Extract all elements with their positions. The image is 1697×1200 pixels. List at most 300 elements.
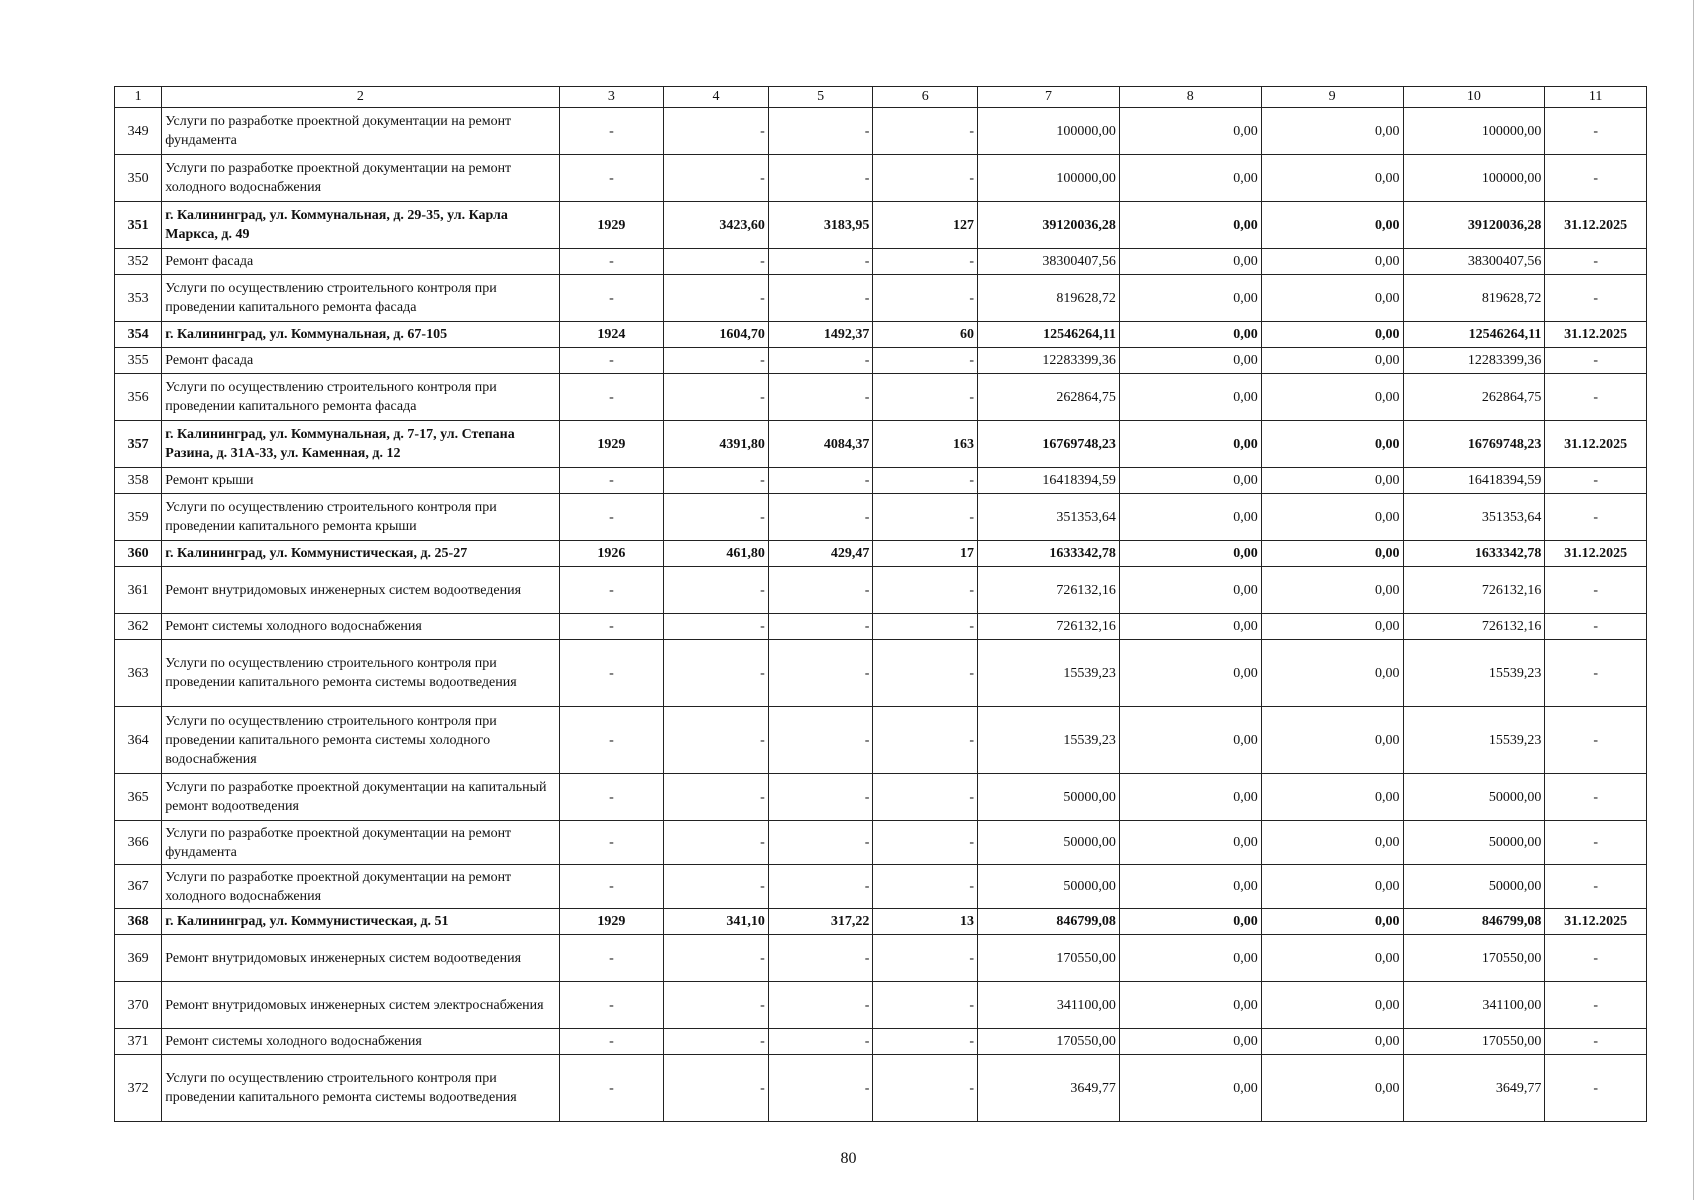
cost-fund-cell: 0,00 (1119, 1029, 1261, 1055)
row-number-cell: 367 (115, 865, 162, 909)
cost-budget-cell: 0,00 (1261, 1055, 1403, 1122)
year-cell: - (559, 249, 664, 275)
cost-fund-cell: 0,00 (1119, 707, 1261, 774)
cost-owners-cell: 341100,00 (1403, 982, 1545, 1029)
year-cell: 1929 (559, 909, 664, 935)
work-description-cell: г. Калининград, ул. Коммунистическая, д. 25-27 (162, 541, 559, 567)
area-total-cell: - (664, 1055, 769, 1122)
cost-owners-cell: 50000,00 (1403, 821, 1545, 865)
row-number-cell: 357 (115, 421, 162, 468)
row-number-cell: 369 (115, 935, 162, 982)
residents-cell: - (873, 249, 978, 275)
deadline-cell: - (1545, 249, 1647, 275)
area-total-cell: - (664, 108, 769, 155)
work-description-cell: Ремонт внутридомовых инженерных систем водоотведения (162, 935, 559, 982)
work-description-cell: Ремонт фасада (162, 249, 559, 275)
work-description-cell: Услуги по осуществлению строительного контроля при проведении капитального ремонта фасада (162, 275, 559, 322)
residents-cell: 163 (873, 421, 978, 468)
year-cell: 1924 (559, 322, 664, 348)
work-description-cell: Ремонт внутридомовых инженерных систем водоотведения (162, 567, 559, 614)
residents-cell: - (873, 468, 978, 494)
deadline-cell: - (1545, 494, 1647, 541)
address-row (115, 202, 1647, 249)
year-cell: - (559, 468, 664, 494)
column-header: 9 (1261, 87, 1403, 108)
address-row (115, 541, 1647, 567)
work-item-row (115, 249, 1647, 275)
area-total-cell: - (664, 155, 769, 202)
residents-cell: 60 (873, 322, 978, 348)
area-total-cell: 4391,80 (664, 421, 769, 468)
work-description-cell: Ремонт системы холодного водоснабжения (162, 1029, 559, 1055)
cost-fund-cell: 0,00 (1119, 421, 1261, 468)
area-living-cell: - (768, 935, 873, 982)
column-header: 8 (1119, 87, 1261, 108)
row-number-cell: 362 (115, 614, 162, 640)
cost-owners-cell: 16769748,23 (1403, 421, 1545, 468)
area-living-cell: - (768, 155, 873, 202)
residents-cell: - (873, 865, 978, 909)
column-header: 1 (115, 87, 162, 108)
year-cell: 1929 (559, 421, 664, 468)
area-total-cell: - (664, 567, 769, 614)
cost-total-cell: 38300407,56 (978, 249, 1120, 275)
area-living-cell: - (768, 1029, 873, 1055)
row-number-cell: 349 (115, 108, 162, 155)
row-number-cell: 351 (115, 202, 162, 249)
cost-total-cell: 1633342,78 (978, 541, 1120, 567)
area-living-cell: 4084,37 (768, 421, 873, 468)
residents-cell: 127 (873, 202, 978, 249)
residents-cell: - (873, 935, 978, 982)
work-item-row (115, 348, 1647, 374)
work-description-cell: Услуги по осуществлению строительного контроля при проведении капитального ремонта фасада (162, 374, 559, 421)
area-total-cell: - (664, 935, 769, 982)
cost-total-cell: 12283399,36 (978, 348, 1120, 374)
row-number-cell: 371 (115, 1029, 162, 1055)
area-total-cell: 341,10 (664, 909, 769, 935)
cost-budget-cell: 0,00 (1261, 468, 1403, 494)
cost-budget-cell: 0,00 (1261, 707, 1403, 774)
cost-total-cell: 351353,64 (978, 494, 1120, 541)
cost-owners-cell: 39120036,28 (1403, 202, 1545, 249)
deadline-cell: - (1545, 468, 1647, 494)
cost-budget-cell: 0,00 (1261, 374, 1403, 421)
area-living-cell: - (768, 640, 873, 707)
area-total-cell: - (664, 1029, 769, 1055)
column-header: 7 (978, 87, 1120, 108)
area-living-cell: - (768, 982, 873, 1029)
cost-total-cell: 341100,00 (978, 982, 1120, 1029)
cost-budget-cell: 0,00 (1261, 155, 1403, 202)
residents-cell: - (873, 707, 978, 774)
cost-budget-cell: 0,00 (1261, 348, 1403, 374)
cost-budget-cell: 0,00 (1261, 249, 1403, 275)
area-total-cell: 3423,60 (664, 202, 769, 249)
work-description-cell: Услуги по осуществлению строительного контроля при проведении капитального ремонта системы водоотведения (162, 640, 559, 707)
year-cell: - (559, 640, 664, 707)
deadline-cell: - (1545, 982, 1647, 1029)
cost-budget-cell: 0,00 (1261, 774, 1403, 821)
row-number-cell: 366 (115, 821, 162, 865)
deadline-cell: - (1545, 707, 1647, 774)
cost-budget-cell: 0,00 (1261, 541, 1403, 567)
cost-budget-cell: 0,00 (1261, 108, 1403, 155)
cost-fund-cell: 0,00 (1119, 541, 1261, 567)
year-cell: - (559, 108, 664, 155)
cost-budget-cell: 0,00 (1261, 1029, 1403, 1055)
row-number-cell: 350 (115, 155, 162, 202)
work-description-cell: Услуги по осуществлению строительного контроля при проведении капитального ремонта крыши (162, 494, 559, 541)
year-cell: - (559, 155, 664, 202)
cost-fund-cell: 0,00 (1119, 614, 1261, 640)
cost-fund-cell: 0,00 (1119, 982, 1261, 1029)
work-description-cell: г. Калининград, ул. Коммунальная, д. 67-105 (162, 322, 559, 348)
row-number-cell: 370 (115, 982, 162, 1029)
area-total-cell: - (664, 982, 769, 1029)
area-total-cell: - (664, 614, 769, 640)
row-number-cell: 361 (115, 567, 162, 614)
work-item-row (115, 1029, 1647, 1055)
cost-total-cell: 39120036,28 (978, 202, 1120, 249)
cost-total-cell: 170550,00 (978, 935, 1120, 982)
cost-owners-cell: 12546264,11 (1403, 322, 1545, 348)
residents-cell: 13 (873, 909, 978, 935)
area-living-cell: - (768, 707, 873, 774)
deadline-cell: - (1545, 865, 1647, 909)
cost-total-cell: 170550,00 (978, 1029, 1120, 1055)
cost-total-cell: 726132,16 (978, 614, 1120, 640)
deadline-cell: - (1545, 108, 1647, 155)
cost-budget-cell: 0,00 (1261, 614, 1403, 640)
row-number-cell: 356 (115, 374, 162, 421)
area-living-cell: - (768, 374, 873, 421)
year-cell: - (559, 567, 664, 614)
cost-fund-cell: 0,00 (1119, 1055, 1261, 1122)
cost-fund-cell: 0,00 (1119, 909, 1261, 935)
work-description-cell: г. Калининград, ул. Коммунальная, д. 29-35, ул. Карла Маркса, д. 49 (162, 202, 559, 249)
area-living-cell: - (768, 774, 873, 821)
row-number-cell: 365 (115, 774, 162, 821)
column-header: 11 (1545, 87, 1647, 108)
area-living-cell: - (768, 468, 873, 494)
cost-fund-cell: 0,00 (1119, 821, 1261, 865)
work-item-row (115, 614, 1647, 640)
deadline-cell: 31.12.2025 (1545, 909, 1647, 935)
cost-fund-cell: 0,00 (1119, 155, 1261, 202)
area-total-cell: - (664, 707, 769, 774)
cost-owners-cell: 50000,00 (1403, 865, 1545, 909)
cost-total-cell: 50000,00 (978, 865, 1120, 909)
cost-total-cell: 50000,00 (978, 821, 1120, 865)
row-number-cell: 372 (115, 1055, 162, 1122)
area-living-cell: - (768, 275, 873, 322)
cost-fund-cell: 0,00 (1119, 348, 1261, 374)
address-row (115, 322, 1647, 348)
work-item-row (115, 821, 1647, 865)
area-living-cell: 429,47 (768, 541, 873, 567)
year-cell: - (559, 774, 664, 821)
area-living-cell: - (768, 494, 873, 541)
cost-total-cell: 15539,23 (978, 640, 1120, 707)
year-cell: - (559, 374, 664, 421)
row-number-cell: 364 (115, 707, 162, 774)
cost-fund-cell: 0,00 (1119, 275, 1261, 322)
cost-budget-cell: 0,00 (1261, 909, 1403, 935)
deadline-cell: 31.12.2025 (1545, 202, 1647, 249)
year-cell: - (559, 494, 664, 541)
area-total-cell: - (664, 275, 769, 322)
capital-repair-table (114, 86, 1647, 1122)
deadline-cell: - (1545, 567, 1647, 614)
year-cell: - (559, 348, 664, 374)
row-number-cell: 360 (115, 541, 162, 567)
column-number-header-row (115, 87, 1647, 108)
cost-owners-cell: 819628,72 (1403, 275, 1545, 322)
year-cell: 1929 (559, 202, 664, 249)
work-description-cell: Ремонт крыши (162, 468, 559, 494)
residents-cell: - (873, 494, 978, 541)
cost-owners-cell: 262864,75 (1403, 374, 1545, 421)
cost-total-cell: 3649,77 (978, 1055, 1120, 1122)
area-living-cell: - (768, 1055, 873, 1122)
area-living-cell: - (768, 567, 873, 614)
work-description-cell: Услуги по разработке проектной документации на ремонт холодного водоснабжения (162, 865, 559, 909)
deadline-cell: - (1545, 821, 1647, 865)
deadline-cell: - (1545, 275, 1647, 322)
cost-owners-cell: 50000,00 (1403, 774, 1545, 821)
residents-cell: - (873, 1055, 978, 1122)
cost-owners-cell: 100000,00 (1403, 108, 1545, 155)
row-number-cell: 352 (115, 249, 162, 275)
area-total-cell: - (664, 774, 769, 821)
cost-fund-cell: 0,00 (1119, 108, 1261, 155)
row-number-cell: 355 (115, 348, 162, 374)
cost-total-cell: 16769748,23 (978, 421, 1120, 468)
area-total-cell: - (664, 249, 769, 275)
cost-owners-cell: 170550,00 (1403, 935, 1545, 982)
area-total-cell: - (664, 468, 769, 494)
work-description-cell: Услуги по осуществлению строительного контроля при проведении капитального ремонта системы водоотведения (162, 1055, 559, 1122)
cost-owners-cell: 15539,23 (1403, 640, 1545, 707)
cost-owners-cell: 38300407,56 (1403, 249, 1545, 275)
cost-fund-cell: 0,00 (1119, 774, 1261, 821)
year-cell: - (559, 982, 664, 1029)
work-item-row (115, 707, 1647, 774)
residents-cell: - (873, 614, 978, 640)
area-living-cell: 317,22 (768, 909, 873, 935)
cost-fund-cell: 0,00 (1119, 494, 1261, 541)
cost-budget-cell: 0,00 (1261, 494, 1403, 541)
column-header: 6 (873, 87, 978, 108)
work-description-cell: Ремонт системы холодного водоснабжения (162, 614, 559, 640)
cost-total-cell: 262864,75 (978, 374, 1120, 421)
area-total-cell: - (664, 865, 769, 909)
area-living-cell: - (768, 865, 873, 909)
area-total-cell: - (664, 494, 769, 541)
area-total-cell: 461,80 (664, 541, 769, 567)
work-item-row (115, 275, 1647, 322)
year-cell: - (559, 1029, 664, 1055)
work-item-row (115, 865, 1647, 909)
area-total-cell: - (664, 640, 769, 707)
deadline-cell: - (1545, 155, 1647, 202)
cost-owners-cell: 1633342,78 (1403, 541, 1545, 567)
page-number: 80 (840, 1150, 857, 1167)
year-cell: - (559, 707, 664, 774)
cost-total-cell: 50000,00 (978, 774, 1120, 821)
work-description-cell: Ремонт фасада (162, 348, 559, 374)
work-description-cell: г. Калининград, ул. Коммунистическая, д. 51 (162, 909, 559, 935)
cost-total-cell: 726132,16 (978, 567, 1120, 614)
cost-owners-cell: 351353,64 (1403, 494, 1545, 541)
cost-total-cell: 12546264,11 (978, 322, 1120, 348)
work-description-cell: Услуги по разработке проектной документации на капитальный ремонт водоотведения (162, 774, 559, 821)
work-item-row (115, 774, 1647, 821)
page-edge-line (1693, 0, 1694, 1200)
year-cell: - (559, 865, 664, 909)
row-number-cell: 359 (115, 494, 162, 541)
cost-budget-cell: 0,00 (1261, 982, 1403, 1029)
cost-budget-cell: 0,00 (1261, 935, 1403, 982)
year-cell: 1926 (559, 541, 664, 567)
work-description-cell: Услуги по осуществлению строительного контроля при проведении капитального ремонта системы холодного водоснабжения (162, 707, 559, 774)
deadline-cell: - (1545, 614, 1647, 640)
residents-cell: 17 (873, 541, 978, 567)
row-number-cell: 363 (115, 640, 162, 707)
work-item-row (115, 567, 1647, 614)
cost-budget-cell: 0,00 (1261, 322, 1403, 348)
area-living-cell: - (768, 348, 873, 374)
area-living-cell: - (768, 614, 873, 640)
cost-fund-cell: 0,00 (1119, 322, 1261, 348)
work-item-row (115, 374, 1647, 421)
cost-total-cell: 15539,23 (978, 707, 1120, 774)
cost-fund-cell: 0,00 (1119, 468, 1261, 494)
residents-cell: - (873, 774, 978, 821)
residents-cell: - (873, 275, 978, 322)
residents-cell: - (873, 348, 978, 374)
work-item-row (115, 935, 1647, 982)
cost-owners-cell: 100000,00 (1403, 155, 1545, 202)
deadline-cell: - (1545, 1055, 1647, 1122)
cost-budget-cell: 0,00 (1261, 202, 1403, 249)
column-header: 2 (162, 87, 559, 108)
year-cell: - (559, 935, 664, 982)
deadline-cell: - (1545, 348, 1647, 374)
cost-fund-cell: 0,00 (1119, 202, 1261, 249)
work-item-row (115, 468, 1647, 494)
row-number-cell: 358 (115, 468, 162, 494)
cost-fund-cell: 0,00 (1119, 935, 1261, 982)
residents-cell: - (873, 374, 978, 421)
cost-fund-cell: 0,00 (1119, 640, 1261, 707)
residents-cell: - (873, 567, 978, 614)
area-living-cell: - (768, 821, 873, 865)
deadline-cell: 31.12.2025 (1545, 322, 1647, 348)
row-number-cell: 368 (115, 909, 162, 935)
work-item-row (115, 494, 1647, 541)
deadline-cell: - (1545, 935, 1647, 982)
cost-total-cell: 100000,00 (978, 155, 1120, 202)
address-row (115, 421, 1647, 468)
year-cell: - (559, 821, 664, 865)
residents-cell: - (873, 640, 978, 707)
residents-cell: - (873, 1029, 978, 1055)
work-item-row (115, 155, 1647, 202)
cost-owners-cell: 726132,16 (1403, 567, 1545, 614)
area-living-cell: 1492,37 (768, 322, 873, 348)
residents-cell: - (873, 155, 978, 202)
cost-budget-cell: 0,00 (1261, 640, 1403, 707)
work-description-cell: Ремонт внутридомовых инженерных систем электроснабжения (162, 982, 559, 1029)
cost-total-cell: 819628,72 (978, 275, 1120, 322)
residents-cell: - (873, 108, 978, 155)
cost-total-cell: 846799,08 (978, 909, 1120, 935)
cost-owners-cell: 3649,77 (1403, 1055, 1545, 1122)
work-description-cell: Услуги по разработке проектной документации на ремонт фундамента (162, 108, 559, 155)
deadline-cell: - (1545, 1029, 1647, 1055)
cost-budget-cell: 0,00 (1261, 821, 1403, 865)
work-description-cell: Услуги по разработке проектной документации на ремонт холодного водоснабжения (162, 155, 559, 202)
work-description-cell: Услуги по разработке проектной документации на ремонт фундамента (162, 821, 559, 865)
deadline-cell: - (1545, 640, 1647, 707)
cost-budget-cell: 0,00 (1261, 567, 1403, 614)
column-header: 10 (1403, 87, 1545, 108)
work-description-cell: г. Калининград, ул. Коммунальная, д. 7-17, ул. Степана Разина, д. 31А-33, ул. Каменная, д. 12 (162, 421, 559, 468)
area-total-cell: 1604,70 (664, 322, 769, 348)
cost-owners-cell: 15539,23 (1403, 707, 1545, 774)
year-cell: - (559, 275, 664, 322)
cost-budget-cell: 0,00 (1261, 275, 1403, 322)
column-header: 5 (768, 87, 873, 108)
year-cell: - (559, 614, 664, 640)
residents-cell: - (873, 821, 978, 865)
cost-owners-cell: 846799,08 (1403, 909, 1545, 935)
deadline-cell: - (1545, 374, 1647, 421)
deadline-cell: 31.12.2025 (1545, 421, 1647, 468)
work-item-row (115, 640, 1647, 707)
residents-cell: - (873, 982, 978, 1029)
cost-budget-cell: 0,00 (1261, 865, 1403, 909)
cost-owners-cell: 12283399,36 (1403, 348, 1545, 374)
row-number-cell: 353 (115, 275, 162, 322)
cost-total-cell: 100000,00 (978, 108, 1120, 155)
area-living-cell: - (768, 108, 873, 155)
column-header: 3 (559, 87, 664, 108)
year-cell: - (559, 1055, 664, 1122)
cost-fund-cell: 0,00 (1119, 249, 1261, 275)
area-total-cell: - (664, 374, 769, 421)
cost-total-cell: 16418394,59 (978, 468, 1120, 494)
area-living-cell: 3183,95 (768, 202, 873, 249)
work-item-row (115, 1055, 1647, 1122)
work-item-row (115, 108, 1647, 155)
deadline-cell: 31.12.2025 (1545, 541, 1647, 567)
area-total-cell: - (664, 348, 769, 374)
cost-fund-cell: 0,00 (1119, 374, 1261, 421)
column-header: 4 (664, 87, 769, 108)
cost-owners-cell: 170550,00 (1403, 1029, 1545, 1055)
cost-fund-cell: 0,00 (1119, 567, 1261, 614)
area-living-cell: - (768, 249, 873, 275)
work-item-row (115, 982, 1647, 1029)
cost-fund-cell: 0,00 (1119, 865, 1261, 909)
deadline-cell: - (1545, 774, 1647, 821)
row-number-cell: 354 (115, 322, 162, 348)
cost-owners-cell: 726132,16 (1403, 614, 1545, 640)
address-row (115, 909, 1647, 935)
